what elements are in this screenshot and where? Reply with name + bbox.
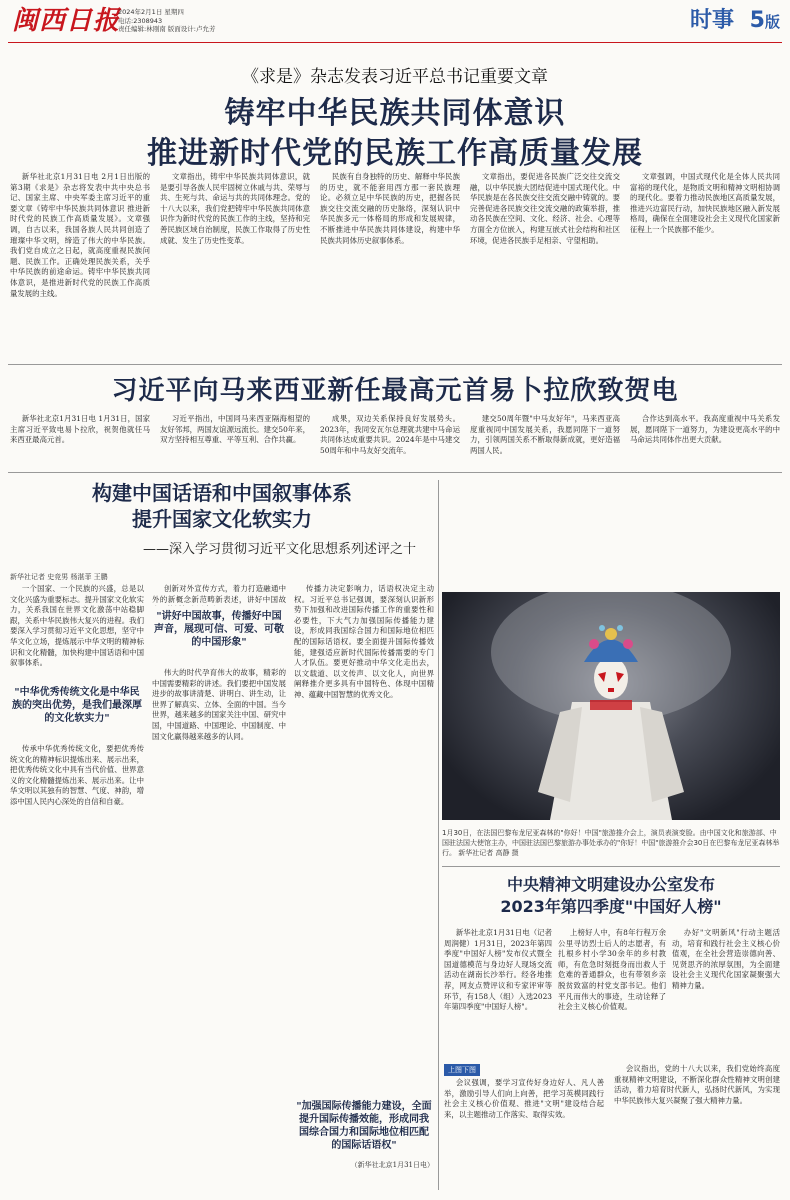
feature-column-1b bbox=[10, 744, 144, 1184]
divider bbox=[438, 480, 439, 1190]
feature-column-2a bbox=[152, 584, 286, 606]
feature-text-1b: 传承中华优秀传统文化，要把优秀传统文化的精神标识提炼出来、展示出来，把优秀传统文化中具有当代价值、世界意义的文化精髓提炼出来、展示出来。让中华文明以其独有的智慧、气度、神韵，增添中国人民内心深处的自信和自豪。 bbox=[10, 744, 144, 806]
divider bbox=[442, 866, 780, 867]
lead-text-5: 文章强调，中国式现代化是全体人民共同富裕的现代化，是物质文明和精神文明相协调的现代化。要着力推动民族地区高质量发展，推进兴边富民行动，加快民族地区融入新发展格局，确保在全面建设社会主义现代化国家新征程上一个民族都不能少。 bbox=[630, 172, 780, 234]
feature-text-2b: 伟大的时代孕育伟大的故事，精彩的中国需要精彩的讲述。我们要把中国发展进步的故事讲清楚、讲明白、讲生动，让世界了解真实、立体、全面的中国。当今世界，越来越多的国家关注中国、研究中国，中国道路、中国理论、中国制度、中国文化赢得越来越多的认同。 bbox=[152, 668, 286, 741]
photo-caption: 1月30日，在法国巴黎布龙尼亚森林的"你好！中国"旅游推介会上，演员表演变脸。由中国文化和旅游部、中国驻法国大使馆主办，中国驻法国巴黎旅游办事处承办的"你好！中国"旅游推介会30日在巴黎布龙尼亚森林举行。 新华社记者 高静 摄 bbox=[442, 829, 780, 857]
section-name: 时事 bbox=[689, 8, 734, 33]
feature-subhead-1: "中华优秀传统文化是中华民族的突出优势，是我们最深厚的文化软实力" bbox=[12, 687, 142, 724]
newspaper-logo: 闽西日报 bbox=[12, 6, 121, 36]
feature-title-line-2: 提升国家文化软实力 bbox=[132, 507, 312, 531]
feature-subhead-2: "讲好中国故事，传播好中国声音，展现可信、可爱、可敬的中国形象" bbox=[154, 611, 284, 648]
lead-column-4 bbox=[470, 172, 620, 358]
news3-title-line-1: 中央精神文明建设办公室发布 bbox=[506, 875, 715, 894]
news3-column-5 bbox=[614, 1064, 780, 1190]
lead-column-2 bbox=[160, 172, 310, 358]
feature-dateline: （新华社北京1月31日电） bbox=[350, 1161, 434, 1169]
masthead bbox=[8, 4, 782, 43]
news2-text-4: 建交50周年暨"中马友好年"，马来西亚高度重视同中国发展关系，我愿同陛下一道努力，引领两国关系不断取得新成就，更好造福两国人民。 bbox=[470, 414, 620, 455]
feature-text-2a: 创新对外宣传方式，着力打造融通中外的新概念新范畴新表述，讲好中国故 bbox=[152, 584, 286, 604]
lead-text-2: 文章指出，铸牢中华民族共同体意识，就是要引导各族人民牢固树立休戚与共、荣辱与共、生死与共、命运与共的共同体理念。党的十八大以来，我们党把铸牢中华民族共同体意识作为新时代党的民族工作的主线，坚持和完善民族区域自治制度，民族工作取得了历史性成就、发生了历史性变革。 bbox=[160, 172, 310, 245]
page-number bbox=[750, 6, 780, 37]
news3-text-5: 会议指出，党的十八大以来，我们党始终高度重视精神文明建设，不断深化群众性精神文明创建活动，着力培育时代新人，弘扬时代新风，为实现中华民族伟大复兴凝聚了强大精神力量。 bbox=[614, 1064, 780, 1105]
news2-column-3 bbox=[320, 414, 460, 466]
lead-title-line-2: 推进新时代党的民族工作高质量发展 bbox=[147, 136, 643, 171]
news-photo bbox=[442, 592, 780, 820]
feature-subhead-3: "加强国际传播能力建设，全面提升国际传播效能，形成同我国综合国力和国际地位相匹配的国际话语权" bbox=[296, 1101, 432, 1151]
news2-column-5 bbox=[630, 414, 780, 466]
news3-column-3 bbox=[672, 928, 780, 1058]
news3-title-line-2: 2023年第四季度"中国好人榜" bbox=[500, 897, 722, 916]
feature-column-3 bbox=[294, 584, 434, 1088]
issue-date: 2024年2月1日 星期四 bbox=[118, 8, 184, 16]
lead-text-3: 民族有自身独特的历史、解释中华民族的历史，就不能套用西方那一套民族理论。必须立足中华民族的历史，把握各民族交往交流交融的历史脉络，深刻认识中华民族多元一体格局的形成和发展规律，不断推进中华民族共同体建设，构建中华民族共同体历史叙事体系。 bbox=[320, 172, 460, 245]
editor-line: 责任编辑:林刚南 版面设计:卢允芳 bbox=[118, 25, 216, 33]
news3-text-2: 上榜好人中，有8年行程万余公里寻访烈士后人的志愿者，有扎根乡村小学30余年的乡村教师，有危急时刻挺身而出救人于危难的普通群众，也有带领乡亲脱贫致富的村党支部书记。他们平凡而伟大的事迹，生动诠释了社会主义核心价值观。 bbox=[558, 928, 666, 1012]
lead-column-3 bbox=[320, 172, 460, 358]
news3-column-1 bbox=[444, 928, 552, 1058]
news2-text-1: 新华社北京1月31日电 1月31日，国家主席习近平致电易卜拉欣，祝贺他就任马来西亚最高元首。 bbox=[10, 414, 150, 445]
news2-column-2 bbox=[160, 414, 310, 466]
lead-kicker: 《求是》杂志发表习近平总书记重要文章 bbox=[242, 67, 548, 87]
news3-column-4 bbox=[444, 1078, 604, 1190]
phone-line: 电话:2308943 bbox=[118, 16, 163, 25]
divider bbox=[8, 364, 782, 365]
feature-header bbox=[8, 480, 436, 557]
feature-text-3: 传播力决定影响力，话语权决定主动权。习近平总书记强调，要深刻认识新形势下加强和改进国际传播工作的重要性和必要性，下大气力加强国际传播能力建设，形成同我国综合国力和国际地位相匹配的国际话语权。要全面提升国际传播效能，建强适应新时代国际传播需要的专门人才队伍。要更好推动中华文化走出去，以文载道、以文传声、以文化人，向世界阐释推介更多具有中国特色、体现中国精神、蕴藏中国智慧的优秀文化。 bbox=[294, 584, 434, 699]
feature-column-1a bbox=[10, 584, 144, 679]
news3-header bbox=[442, 874, 780, 918]
feature-column-2b bbox=[152, 668, 286, 1184]
lead-column-1 bbox=[10, 172, 150, 358]
feature-text-1a: 一个国家、一个民族的兴盛，总是以文化兴盛为重要标志。提升国家文化软实力，关系我国在世界文化激荡中站稳脚跟，关系中华民族伟大复兴的进程。我们要深入学习贯彻习近平文化思想，坚守中华文化立场，提炼展示中华文明的精神标识和文化精髓，加快构建中国话语和中国叙事体系。 bbox=[10, 584, 144, 668]
feature-byline: 新华社记者 史竞男 杨湛菲 王鹏 bbox=[10, 573, 108, 581]
news2-title: 习近平向马来西亚新任最高元首易卜拉欣致贺电 bbox=[111, 376, 679, 406]
news3-text-4: 会议强调，要学习宣传好身边好人、凡人善举，激励引导人们向上向善，把学习英模同践行社会主义核心价值观、推进"文明"建设结合起来，以主题推动工作落实、取得实效。 bbox=[444, 1078, 604, 1119]
feature-subtitle: ——深入学习贯彻习近平文化思想系列述评之十 bbox=[142, 542, 416, 557]
page-number-digit: 5 bbox=[749, 8, 765, 33]
news2-column-4 bbox=[470, 414, 620, 466]
divider bbox=[8, 472, 782, 473]
news3-tag: 上图下图 bbox=[444, 1064, 480, 1076]
news2-column-1 bbox=[10, 414, 150, 466]
lead-column-5 bbox=[630, 172, 780, 358]
news3-text-1: 新华社北京1月31日电（记者 周润健）1月31日，2023年第四季度"中国好人榜"发布仪式暨全国道德模范与身边好人现场交流活动在湖南长沙举行。经各地推荐，网友点赞评议和专家评审等环节，有158人（组）入选2023年第四季度"中国好人榜"。 bbox=[444, 928, 552, 1012]
news3-text-3: 办好"文明新风"行动主题活动，培育和践行社会主义核心价值观，在全社会营造崇德向善、见贤思齐的浓厚氛围，为全面建设社会主义现代化国家凝聚强大精神力量。 bbox=[672, 928, 780, 990]
opera-performer-figure bbox=[442, 592, 780, 820]
lead-title-line-1: 铸牢中华民族共同体意识 bbox=[224, 96, 566, 131]
news3-column-2 bbox=[558, 928, 666, 1058]
feature-title-line-1: 构建中国话语和中国叙事体系 bbox=[92, 481, 352, 505]
lead-text-1: 新华社北京1月31日电 2月1日出版的第3期《求是》杂志将发表中共中央总书记、国家主席、中央军委主席习近平的重要文章《铸牢中华民族共同体意识 推进新时代党的民族工作高质量发展》。文章强调，自古以来，我国各族人民共同创造了璀璨中华文明，缔造了伟大的中华民族。我们党自成立之日起，就高度重视民族问题、民族工作。正确处理民族关系，关乎中华民族的前途命运。铸牢中华民族共同体意识，是推进新时代党的民族工作高质量发展的主线。 bbox=[10, 172, 150, 298]
page-unit: 版 bbox=[764, 13, 780, 31]
issue-meta bbox=[118, 8, 215, 34]
news2-text-2: 习近平指出，中国同马来西亚隔海相望的友好邻邦，两国友谊源远流长。建交50年来，双方坚持相互尊重、平等互利、合作共赢。 bbox=[160, 414, 310, 445]
news2-text-5: 合作达到高水平。我高度重视中马关系发展，愿同陛下一道努力，为建设更高水平的中马命运共同体作出更大贡献。 bbox=[630, 414, 780, 445]
news2-text-3: 成果，双边关系保持良好发展势头。2023年，我同安瓦尔总理就共建中马命运共同体达成重要共识。2024年是中马建交50周年和中马友好交流年。 bbox=[320, 414, 460, 455]
lead-text-4: 文章指出，要促进各民族广泛交往交流交融，以中华民族大团结促进中国式现代化。中华民族是在各民族交往交流交融中铸就的。要完善促进各民族交往交流交融的政策举措，推动各民族在空间、文化、经济、社会、心理等方面全方位嵌入，构建互嵌式社会结构和社区环境，促进各民族手足相亲、守望相助。 bbox=[470, 172, 620, 245]
